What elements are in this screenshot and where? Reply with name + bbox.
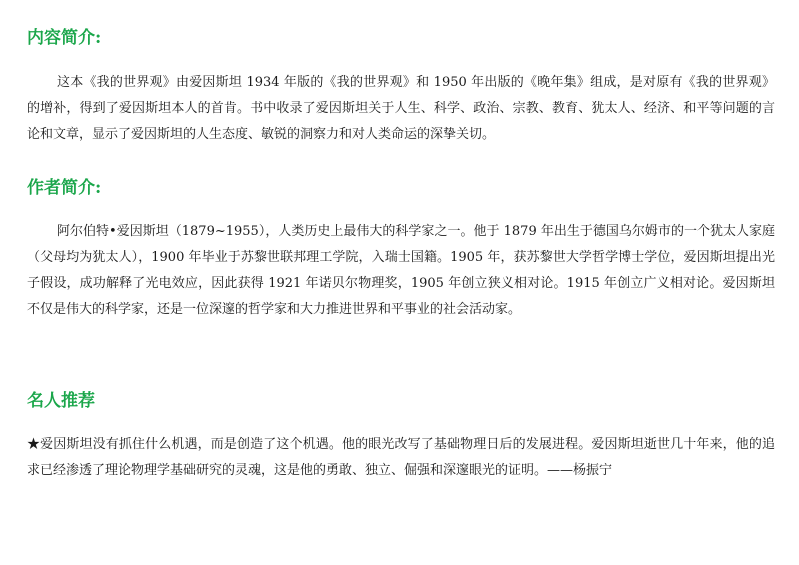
intro-paragraph: 这本《我的世界观》由爱因斯坦 1934 年版的《我的世界观》和 1950 年出版的《晚年集》组成，是对原有《我的世界观》的增补，得到了爱因斯坦本人的首肯。书中收录了爱因斯坦关于人生、科学、政治、宗教、教育、犹太人、经济、和平等问题的言论和文章，显示了爱因斯坦的人生态度、敏锐的洞察力和对人类命运的深挚关切。 (27, 75, 775, 142)
author-heading: 作者简介: (27, 178, 102, 198)
recommend-heading: 名人推荐 (27, 391, 95, 411)
intro-heading: 内容简介: (27, 28, 102, 48)
recommend-paragraph: ★爱因斯坦没有抓住什么机遇，而是创造了这个机遇。他的眼光改写了基础物理日后的发展进程。爱因斯坦逝世几十年来，他的追求已经渗透了理论物理学基础研究的灵魂，这是他的勇敢、独立、倔强和深邃眼光的证明。——杨振宁 (27, 437, 775, 478)
author-paragraph: 阿尔伯特•爱因斯坦（1879~1955），人类历史上最伟大的科学家之一。他于 1879 年出生于德国乌尔姆市的一个犹太人家庭（父母均为犹太人），1900 年毕业于苏黎世联邦理工学院，入瑞士国籍。1905 年，获苏黎世大学哲学博士学位，爱因斯坦提出光子假设，成功解释了光电效应，因此获得 1921 年诺贝尔物理奖，1905 年创立狭义相对论。1915 年创立广义相对论。爱因斯坦不仅是伟大的科学家，还是一位深邃的哲学家和大力推进世界和平事业的社会活动家。 (27, 224, 775, 317)
